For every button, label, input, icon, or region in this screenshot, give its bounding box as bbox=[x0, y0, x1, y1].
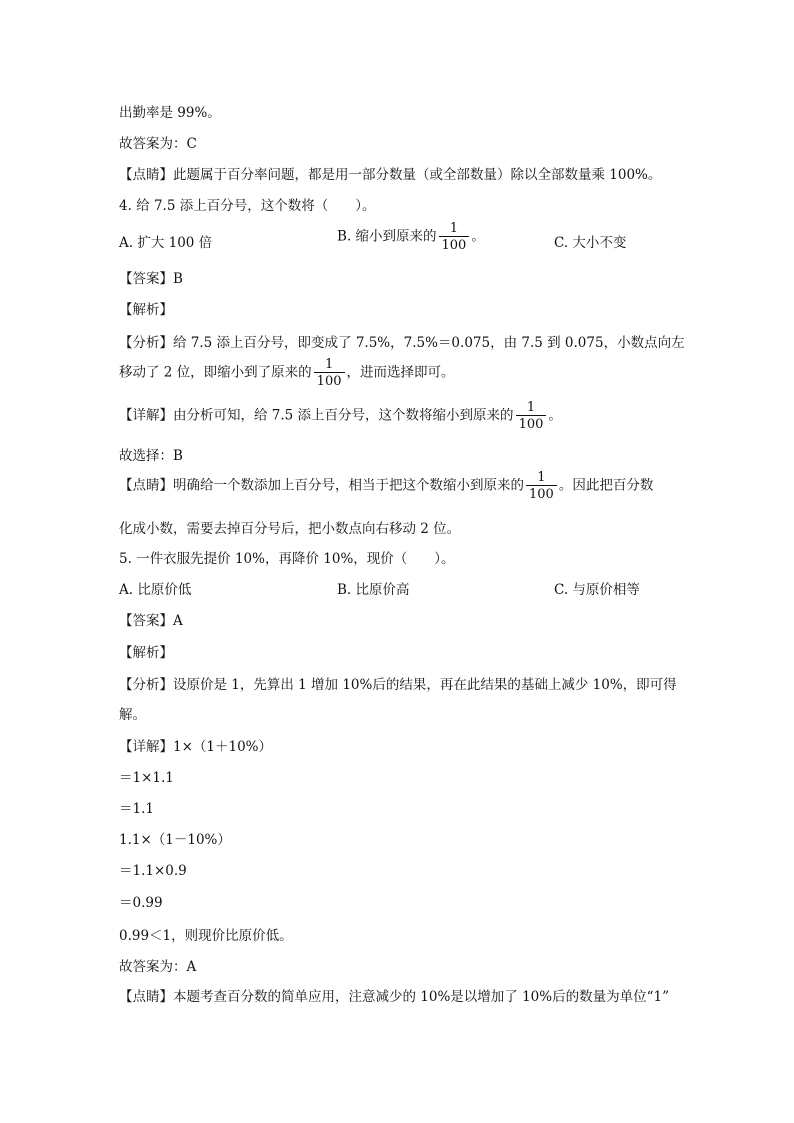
option-text: 。 bbox=[471, 228, 485, 245]
text-line: 故答案为：C bbox=[119, 136, 197, 152]
answer-label: 【答案】B bbox=[119, 271, 183, 287]
numerator: 1 bbox=[537, 470, 546, 485]
calc-line: 1.1×（1－10%） bbox=[119, 832, 231, 848]
text-span: 【详解】由分析可知，给 7.5 添上百分号，这个数将缩小到原来的 bbox=[119, 407, 514, 424]
numerator: 1 bbox=[449, 221, 459, 236]
text-line: 【分析】设原价是 1，先算出 1 增加 10%后的结果，再在此结果的基础上减少 10%，即可得 bbox=[119, 677, 677, 693]
option-4a: A. 扩大 100 倍 bbox=[119, 235, 213, 251]
fraction bbox=[516, 400, 547, 432]
denominator: 100 bbox=[526, 485, 557, 502]
analysis-label: 【解析】 bbox=[119, 302, 173, 318]
text-span: 。 bbox=[548, 407, 562, 424]
text-line: 0.99＜1，则现价比原价低。 bbox=[119, 928, 293, 944]
option-text: B. 缩小到原来的 bbox=[337, 228, 437, 245]
numerator: 1 bbox=[324, 357, 334, 372]
text-line: 出勤率是 99%。 bbox=[119, 105, 221, 121]
calc-line: ＝0.99 bbox=[119, 895, 163, 911]
option-5b: B. 比原价高 bbox=[337, 582, 410, 598]
question-5: 5. 一件衣服先提价 10%，再降价 10%，现价（ ）。 bbox=[119, 551, 455, 567]
text-line: 【分析】给 7.5 添上百分号，即变成了 7.5%，7.5%＝0.075，由 7.5 到 0.075，小数点向左 bbox=[119, 335, 685, 351]
fraction bbox=[526, 470, 557, 502]
option-4c: C. 大小不变 bbox=[554, 235, 627, 251]
text-span: 。因此把百分数 bbox=[558, 477, 654, 494]
question-4: 4. 给 7.5 添上百分号，这个数将（ ）。 bbox=[119, 198, 376, 214]
text-line: 化成小数，需要去掉百分号后，把小数点向右移动 2 位。 bbox=[119, 521, 461, 537]
text-line: 解。 bbox=[119, 707, 146, 723]
text-line: 【点睛】此题属于百分率问题，都是用一部分数量（或全部数量）除以全部数量乘 100%。 bbox=[119, 167, 662, 183]
text-span: 移动了 2 位，即缩小到了原来的 bbox=[119, 364, 312, 381]
fraction bbox=[314, 357, 345, 389]
option-5a: A. 比原价低 bbox=[119, 582, 192, 598]
text-line: 故选择：B bbox=[119, 448, 183, 464]
text-line bbox=[119, 470, 653, 502]
option-4b bbox=[337, 221, 485, 253]
text-span: 【点睛】明确给一个数添加上百分号，相当于把这个数缩小到原来的 bbox=[119, 477, 524, 494]
calc-line: ＝1.1 bbox=[119, 801, 154, 817]
answer-label: 【答案】A bbox=[119, 613, 183, 629]
text-line: 故答案为：A bbox=[119, 959, 197, 975]
calc-line: ＝1×1.1 bbox=[119, 770, 174, 786]
text-line bbox=[119, 400, 562, 432]
denominator: 100 bbox=[439, 236, 470, 253]
text-span: ，进而选择即可。 bbox=[346, 364, 455, 381]
text-line bbox=[119, 357, 455, 389]
numerator: 1 bbox=[526, 400, 536, 415]
denominator: 100 bbox=[516, 415, 547, 432]
text-line: 【点睛】本题考查百分数的简单应用，注意减少的 10%是以增加了 10%后的数量为单位“1” bbox=[119, 989, 669, 1005]
analysis-label: 【解析】 bbox=[119, 645, 173, 661]
calc-line: ＝1.1×0.9 bbox=[119, 863, 187, 879]
fraction bbox=[439, 221, 470, 253]
option-5c: C. 与原价相等 bbox=[554, 582, 640, 598]
text-line: 【详解】1×（1＋10%） bbox=[119, 739, 272, 755]
denominator: 100 bbox=[314, 372, 345, 389]
